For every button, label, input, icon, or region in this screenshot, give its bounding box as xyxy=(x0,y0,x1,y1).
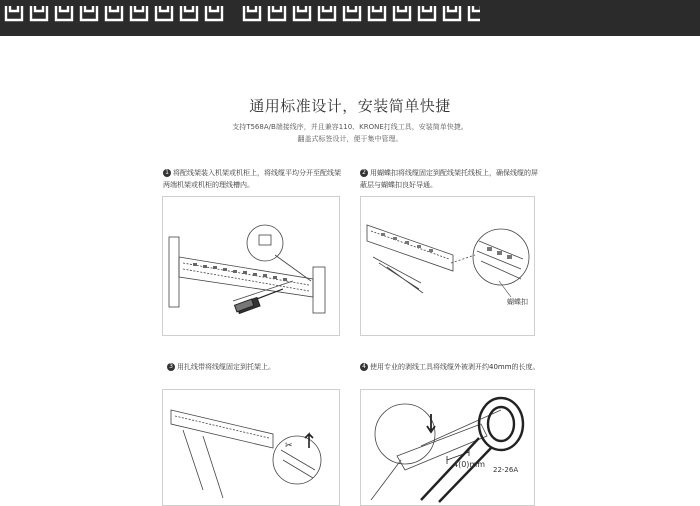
connector-strip-graphic xyxy=(0,0,700,36)
step-4-caption xyxy=(360,361,540,373)
step-2-text: 用蝴蝶扣将线缆固定到配线架托线板上，确保线缆的屏蔽层与蝴蝶扣良好导通。 xyxy=(360,169,538,189)
butterfly-clip-illustration xyxy=(361,197,534,335)
step-number-badge: 1 xyxy=(163,169,171,177)
cable-stripper-illustration xyxy=(361,390,534,505)
step-number-badge: 2 xyxy=(360,169,368,177)
step-3-caption xyxy=(167,361,347,373)
page-title: 通用标准设计，安装简单快捷 xyxy=(249,97,451,115)
cable-tie-illustration xyxy=(163,390,339,505)
svg-text:✂: ✂ xyxy=(285,441,293,451)
step-1-caption xyxy=(163,167,343,191)
step-3-text: 用扎线带将线缆固定到托架上。 xyxy=(177,363,275,371)
step-2-caption xyxy=(360,167,540,191)
step-4-text: 使用专业的剥线工具将线缆外被剥开约40mm的长度。 xyxy=(370,363,540,371)
dimension-label: 4(0)mm xyxy=(453,460,486,469)
illustration-panel-3 xyxy=(162,389,340,506)
butterfly-clip-label: 蝴蝶扣 xyxy=(507,298,528,306)
patch-panel-install-illustration xyxy=(163,197,339,335)
gauge-label: 22-26A xyxy=(493,466,519,474)
step-1-text: 将配线架装入机架或机柜上，将线缆平均分开至配线架两端机架或机柜的理线槽内。 xyxy=(163,169,341,189)
header-bar xyxy=(0,0,700,36)
step-number-badge: 4 xyxy=(360,363,368,371)
intro-line-1: 支持T568A/B端接线序，并且兼容110、KRONE打线工具，安装简单快捷。 xyxy=(232,123,468,131)
illustration-panel-1 xyxy=(162,196,340,336)
intro-line-2: 翻盖式标签设计，便于集中管理。 xyxy=(297,135,403,143)
illustration-panel-4 xyxy=(360,389,535,506)
illustration-panel-2 xyxy=(360,196,535,336)
step-number-badge: 3 xyxy=(167,363,175,371)
